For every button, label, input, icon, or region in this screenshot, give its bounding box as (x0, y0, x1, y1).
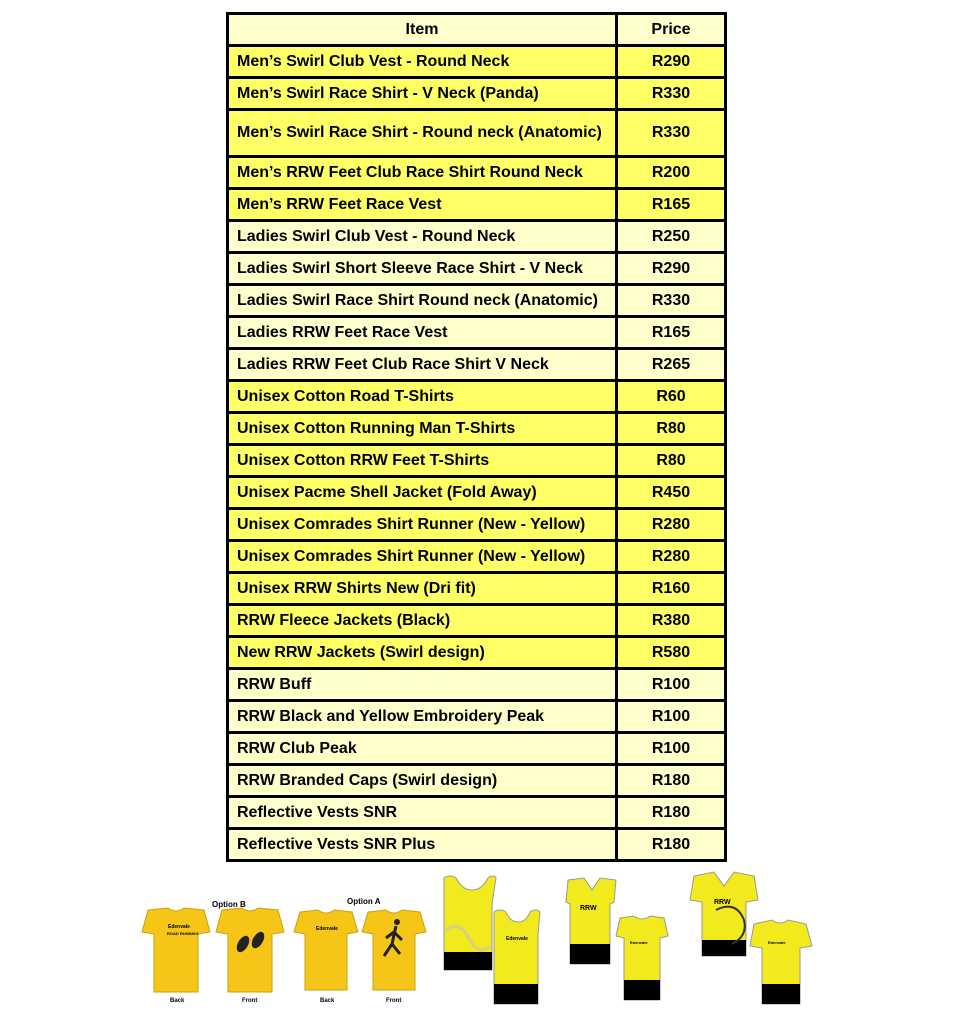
item-cell: Ladies Swirl Short Sleeve Race Shirt - V Neck (229, 254, 615, 283)
table-row (229, 638, 724, 667)
price-cell: R180 (618, 798, 724, 827)
table-row (229, 574, 724, 603)
ladies-v-neck-front-icon (616, 916, 668, 1000)
price-cell: R180 (618, 830, 724, 859)
svg-text:Edenvale: Edenvale (168, 924, 190, 930)
table-row (229, 414, 724, 443)
price-cell: R450 (618, 478, 724, 507)
option-b-front-tshirt-icon (216, 908, 284, 992)
price-cell: R80 (618, 446, 724, 475)
item-cell: Ladies RRW Feet Club Race Shirt V Neck (229, 350, 615, 379)
price-cell: R80 (618, 414, 724, 443)
price-cell: R330 (618, 286, 724, 315)
item-cell: Unisex Pacme Shell Jacket (Fold Away) (229, 478, 615, 507)
svg-text:Edenvale: Edenvale (768, 940, 786, 945)
price-cell: R100 (618, 670, 724, 699)
price-cell: R280 (618, 510, 724, 539)
item-cell: Ladies Swirl Club Vest - Round Neck (229, 222, 615, 251)
price-cell: R100 (618, 734, 724, 763)
table-row (229, 542, 724, 571)
item-cell: Reflective Vests SNR Plus (229, 830, 615, 859)
price-cell: R290 (618, 47, 724, 76)
item-cell: RRW Fleece Jackets (Black) (229, 606, 615, 635)
table-row (229, 190, 724, 219)
item-cell: Unisex RRW Shirts New (Dri fit) (229, 574, 615, 603)
table-row (229, 446, 724, 475)
table-row (229, 830, 724, 859)
item-cell: Unisex Cotton Running Man T-Shirts (229, 414, 615, 443)
table-row (229, 766, 724, 795)
table-row (229, 798, 724, 827)
price-cell: R290 (618, 254, 724, 283)
price-cell: R100 (618, 702, 724, 731)
item-cell: Men’s RRW Feet Race Vest (229, 190, 615, 219)
price-column-header: Price (618, 15, 724, 44)
price-cell: R180 (618, 766, 724, 795)
price-cell: R330 (618, 111, 724, 155)
price-cell: R380 (618, 606, 724, 635)
item-cell: Men’s Swirl Race Shirt - V Neck (Panda) (229, 79, 615, 108)
swirl-vest-front-icon (494, 910, 540, 1004)
svg-text:ROAD RUNNING: ROAD RUNNING (167, 931, 199, 936)
price-cell: R165 (618, 190, 724, 219)
item-cell: RRW Branded Caps (Swirl design) (229, 766, 615, 795)
item-cell: Unisex Cotton Road T-Shirts (229, 382, 615, 411)
option-b-label: Option B (212, 900, 246, 909)
front-label-2: Front (386, 998, 402, 1004)
price-cell: R330 (618, 79, 724, 108)
table-row (229, 222, 724, 251)
table-row (229, 111, 724, 155)
svg-text:Edenvale: Edenvale (506, 936, 528, 942)
price-cell: R250 (618, 222, 724, 251)
option-b-back-tshirt-icon (142, 908, 210, 992)
table-row (229, 350, 724, 379)
option-a-front-tshirt-icon (362, 910, 426, 990)
price-table (226, 12, 727, 862)
price-cell: R60 (618, 382, 724, 411)
item-cell: Men’s RRW Feet Club Race Shirt Round Neck (229, 158, 615, 187)
table-row (229, 47, 724, 76)
unisex-v-neck-shirt-icon (690, 872, 758, 956)
svg-text:Edenvale: Edenvale (316, 926, 338, 932)
table-row (229, 606, 724, 635)
table-row (229, 734, 724, 763)
item-cell: Men’s Swirl Race Shirt - Round neck (Anatomic) (229, 111, 615, 155)
item-cell: RRW Black and Yellow Embroidery Peak (229, 702, 615, 731)
table-row (229, 318, 724, 347)
back-label: Back (170, 998, 185, 1004)
svg-text:Edenvale: Edenvale (630, 940, 648, 945)
apparel-illustrations (0, 860, 954, 1024)
item-cell: Ladies Swirl Race Shirt Round neck (Anatomic) (229, 286, 615, 315)
price-cell: R165 (618, 318, 724, 347)
rrw-brand-text: RRW (580, 905, 597, 912)
unisex-round-neck-shirt-icon (750, 920, 812, 1004)
item-column-header: Item (229, 15, 615, 44)
table-row (229, 702, 724, 731)
price-cell: R160 (618, 574, 724, 603)
item-cell: RRW Club Peak (229, 734, 615, 763)
swirl-vest-back-icon (444, 876, 496, 970)
back-label-2: Back (320, 998, 335, 1004)
table-row (229, 382, 724, 411)
table-row (229, 510, 724, 539)
item-cell: Unisex Comrades Shirt Runner (New - Yellow) (229, 542, 615, 571)
table-row (229, 79, 724, 108)
front-label: Front (242, 998, 258, 1004)
price-cell: R580 (618, 638, 724, 667)
item-cell: Ladies RRW Feet Race Vest (229, 318, 615, 347)
item-cell: Reflective Vests SNR (229, 798, 615, 827)
item-cell: Unisex Cotton RRW Feet T-Shirts (229, 446, 615, 475)
item-cell: New RRW Jackets (Swirl design) (229, 638, 615, 667)
table-row (229, 286, 724, 315)
item-cell: RRW Buff (229, 670, 615, 699)
table-row (229, 478, 724, 507)
table-row (229, 158, 724, 187)
product-images (0, 860, 954, 1024)
table-row (229, 254, 724, 283)
item-cell: Unisex Comrades Shirt Runner (New - Yellow) (229, 510, 615, 539)
option-a-label: Option A (347, 897, 381, 906)
option-a-back-tshirt-icon (294, 910, 358, 990)
rrw-brand-text-2: RRW (714, 899, 731, 906)
table-header-row (229, 15, 724, 44)
table-row (229, 670, 724, 699)
price-cell: R265 (618, 350, 724, 379)
price-cell: R280 (618, 542, 724, 571)
price-cell: R200 (618, 158, 724, 187)
ladies-v-neck-back-icon (566, 878, 616, 964)
item-cell: Men’s Swirl Club Vest - Round Neck (229, 47, 615, 76)
